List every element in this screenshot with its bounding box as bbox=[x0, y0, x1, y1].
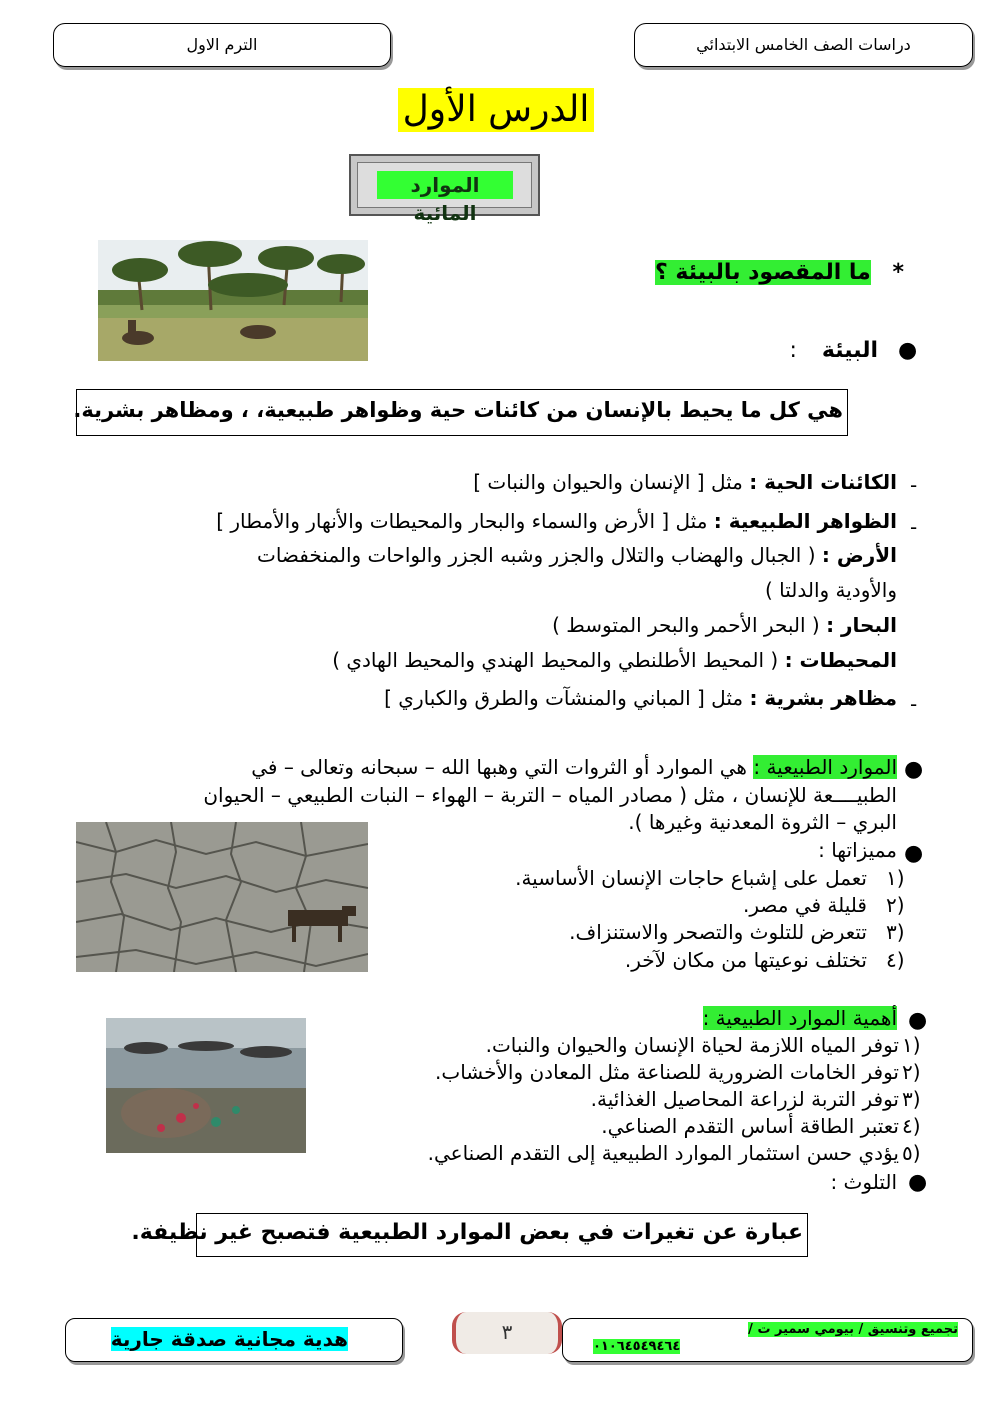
importance-item-3: توفر التربة لزراعة المحاصيل الغذائية. bbox=[590, 1087, 899, 1111]
land-continuation: والأودية والدلتا ) bbox=[764, 578, 897, 602]
importance-item-5: يؤدي حسن استثمار الموارد الطبيعية إلى التقدم الصناعي. bbox=[427, 1141, 899, 1165]
features-num-3: ٣) bbox=[886, 920, 905, 944]
human-label: مظاهر بشرية : bbox=[749, 686, 897, 710]
resources-label: الموارد الطبيعية : bbox=[753, 755, 897, 779]
importance-num-3: ٣) bbox=[902, 1087, 921, 1111]
question-text: ما المقصود بالبيئة ؟ bbox=[654, 260, 871, 285]
resources-text-1: هي الموارد أو الثروات التي وهبها الله – سبحانه وتعالى – في bbox=[251, 755, 754, 779]
human-text: مثل [ المباني والمنشآت والطرق والكباري ] bbox=[384, 686, 750, 710]
header-term: الترم الاول bbox=[186, 35, 258, 54]
features-item-4: تختلف نوعيتها من مكان لآخر. bbox=[624, 948, 867, 972]
environment-colon: : bbox=[789, 338, 797, 363]
footer-credits-box bbox=[562, 1318, 973, 1362]
bullet-icon: ● bbox=[898, 338, 918, 363]
seas-line bbox=[552, 613, 897, 637]
section-title: الموارد المائية bbox=[377, 171, 513, 199]
importance-line bbox=[703, 1006, 897, 1030]
living-line bbox=[473, 470, 897, 494]
dash-icon: - bbox=[910, 692, 918, 716]
footer-gift: هدية مجانية صدقة جارية bbox=[110, 1327, 348, 1351]
farm-photo bbox=[98, 240, 368, 361]
page-number: ٣ bbox=[452, 1312, 562, 1354]
human-line bbox=[384, 686, 897, 710]
oceans-label: المحيطات : bbox=[784, 648, 897, 672]
question-line bbox=[655, 260, 904, 285]
land-line bbox=[257, 543, 897, 567]
living-text: مثل [ الإنسان والحيوان والنبات ] bbox=[473, 470, 750, 494]
land-label: الأرض : bbox=[821, 543, 897, 567]
natural-text: مثل [ الأرض والسماء والبحار والمحيطات والأنهار والأمطار ] bbox=[216, 509, 714, 533]
resources-line-1 bbox=[251, 755, 897, 779]
header-term-box bbox=[53, 23, 391, 67]
cracked-land-photo bbox=[76, 822, 368, 972]
bullet-icon: ● bbox=[908, 1008, 928, 1033]
environment-label: البيئة bbox=[821, 338, 878, 363]
features-num-2: ٢) bbox=[886, 893, 905, 917]
dash-icon: - bbox=[910, 515, 918, 539]
seas-label: البحار : bbox=[826, 613, 897, 637]
features-item-2: قليلة في مصر. bbox=[743, 893, 867, 917]
pollution-definition: عبارة عن تغيرات في بعض الموارد الطبيعية فتصبح غير نظيفة. bbox=[131, 1220, 803, 1245]
importance-num-5: ٥) bbox=[902, 1141, 921, 1165]
header-subject: دراسات الصف الخامس الابتدائي bbox=[696, 35, 911, 54]
resources-line-3: البري – الثروة المعدنية وغيرها ). bbox=[628, 810, 897, 834]
features-num-1: ١) bbox=[886, 866, 905, 890]
environment-definition: هي كل ما يحيط بالإنسان من كائنات حية وظواهر طبيعية، ، ومظاهر بشرية. bbox=[73, 398, 843, 422]
importance-num-1: ١) bbox=[902, 1033, 921, 1057]
importance-item-2: توفر الخامات الضرورية للصناعة مثل المعادن والأخشاب. bbox=[435, 1060, 899, 1084]
importance-num-4: ٤) bbox=[902, 1114, 921, 1138]
importance-item-4: تعتبر الطاقة أساس التقدم الصناعي. bbox=[601, 1114, 899, 1138]
features-item-1: تعمل على إشباع حاجات الإنسان الأساسية. bbox=[515, 866, 867, 890]
resources-line-2: الطبيــــعة للإنسان ، مثل ( مصادر المياه – التربة – الهواء – النبات الطبيعي – الحيوان bbox=[203, 783, 897, 807]
footer-gift-box bbox=[65, 1318, 403, 1362]
importance-item-1: توفر المياه اللازمة لحياة الإنسان والحيوان والنبات. bbox=[485, 1033, 899, 1057]
importance-label: أهمية الموارد الطبيعية : bbox=[702, 1006, 897, 1030]
question-star: * bbox=[892, 260, 904, 285]
seas-text: ( البحر الأحمر والبحر المتوسط ) bbox=[552, 613, 827, 637]
bullet-icon: ● bbox=[904, 757, 924, 782]
polluted-shore-photo bbox=[106, 1018, 306, 1153]
features-num-4: ٤) bbox=[886, 948, 905, 972]
environment-definition-box bbox=[73, 389, 848, 436]
features-item-3: تتعرض للتلوث والتصحر والاستنزاف. bbox=[569, 920, 867, 944]
section-title-frame bbox=[349, 154, 540, 225]
features-label: مميزاتها : bbox=[818, 838, 897, 862]
footer-credits: تجميع وتنسيق / بيومي سمير ت / bbox=[748, 1322, 958, 1337]
dash-icon: - bbox=[910, 473, 918, 497]
natural-label: الظواهر الطبيعية : bbox=[713, 509, 897, 533]
importance-num-2: ٢) bbox=[902, 1060, 921, 1084]
footer-phone: ٠١٠٦٤٥٤٩٤٦٤ bbox=[593, 1339, 681, 1354]
natural-line bbox=[216, 509, 897, 533]
bullet-icon: ● bbox=[908, 1170, 928, 1195]
oceans-line bbox=[332, 648, 897, 672]
header-subject-box bbox=[634, 23, 973, 67]
environment-heading bbox=[789, 338, 878, 363]
oceans-text: ( المحيط الأطلنطي والمحيط الهندي والمحيط الهادي ) bbox=[332, 648, 785, 672]
pollution-definition-box bbox=[131, 1213, 808, 1257]
pollution-label: التلوث : bbox=[830, 1170, 897, 1194]
living-label: الكائنات الحية : bbox=[749, 470, 897, 494]
lesson-title: الدرس الأول bbox=[398, 88, 594, 132]
bullet-icon: ● bbox=[904, 841, 924, 866]
land-text: ( الجبال والهضاب والتلال والجزر وشبه الجزر والواحات والمنخفضات bbox=[256, 543, 822, 567]
